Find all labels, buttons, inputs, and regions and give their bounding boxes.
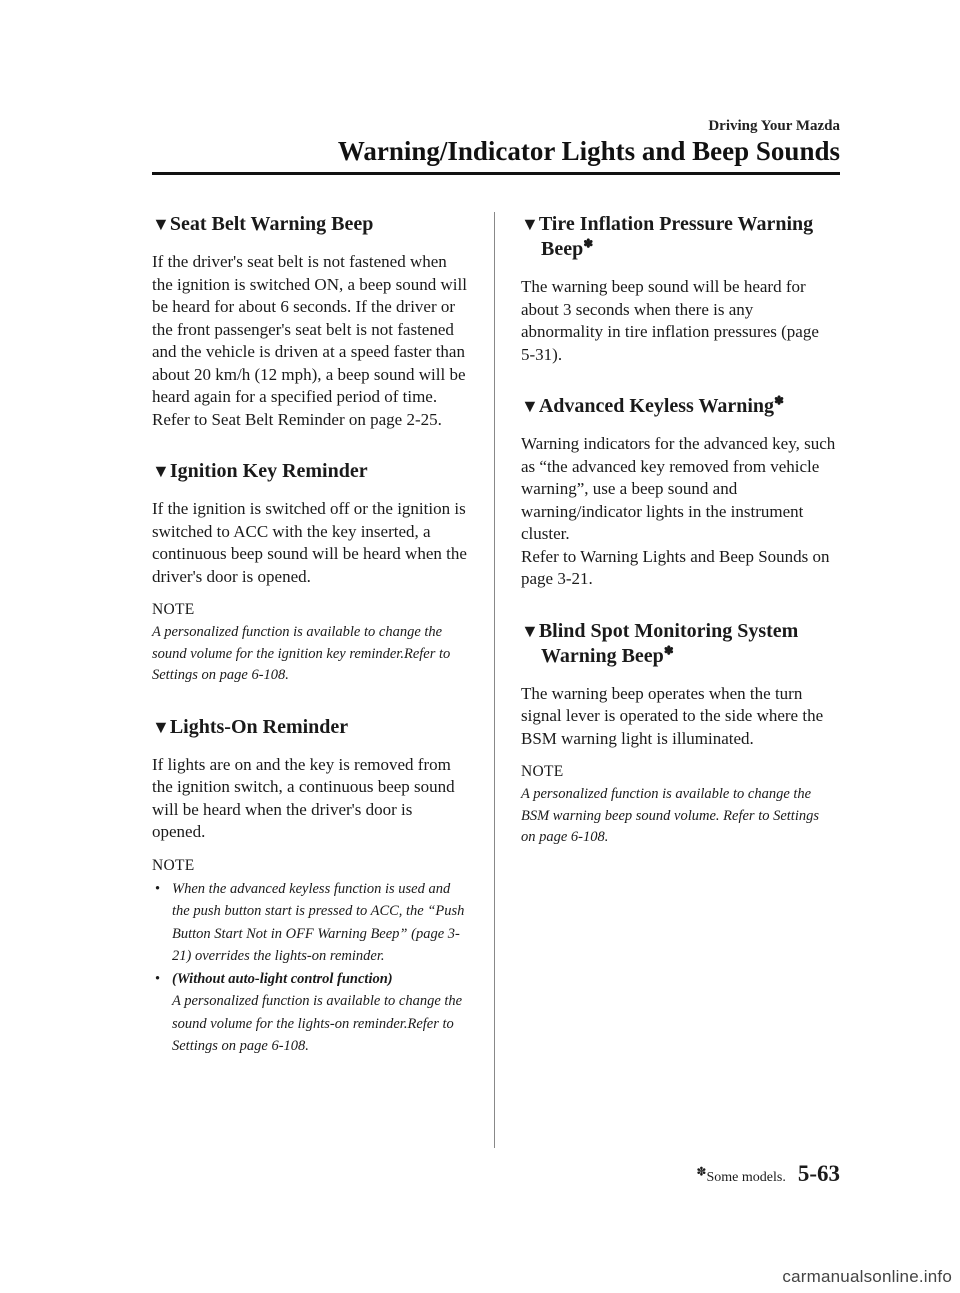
section-body: If lights are on and the key is removed from the ignition switch, a continuous beep sound will be heard when the driver's door is opened. xyxy=(152,754,455,841)
heading-text: Lights-On Reminder xyxy=(169,715,349,738)
section-heading xyxy=(521,619,836,669)
note-condition: (Without auto-light control function) xyxy=(172,970,393,987)
footnote xyxy=(696,1164,786,1186)
section-heading xyxy=(521,212,836,262)
triangle-down-icon: ▼ xyxy=(521,214,539,234)
note-text: A personalized function is available to change the sound volume for the lights-on reminder.Refer to Settings on page 6-108. xyxy=(172,993,463,1054)
section-body: The warning beep sound will be heard for about 3 seconds when there is any abnormality in tire inflation pressures (page 5-31). xyxy=(521,277,819,364)
heading-text: Advanced Keyless Warning xyxy=(538,395,775,417)
section-body: Warning indicators for the advanced key, such as “the advanced key removed from vehicle warning”, use a beep sound and warning/indicator lights in the instrument cluster. xyxy=(521,434,836,543)
note-list-item: • When the advanced keyless function is used and the push button start is pressed to ACC, the “Push Button Start Not in OFF Warning Beep” (page 3-21) overrides the lights-on reminder. xyxy=(172,878,467,968)
triangle-down-icon: ▼ xyxy=(152,716,170,737)
watermark: carmanualsonline.info xyxy=(782,1267,952,1286)
triangle-down-icon: ▼ xyxy=(521,620,539,641)
section-heading xyxy=(521,394,836,419)
section-tire-inflation-pressure-warning-beep xyxy=(521,212,836,366)
section-ignition-key-reminder xyxy=(152,459,467,687)
section-blind-spot-monitoring-warning-beep xyxy=(521,619,836,849)
note-label: NOTE xyxy=(152,601,195,618)
section-body: The warning beep operates when the turn signal lever is operated to the side where the BSM warning light is illuminated. xyxy=(521,683,824,748)
heading-text: Ignition Key Reminder xyxy=(169,460,368,482)
some-models-star-icon: ✽ xyxy=(583,236,594,251)
page-footer xyxy=(696,1161,840,1187)
triangle-down-icon: ▼ xyxy=(521,396,539,416)
section-heading xyxy=(152,459,467,484)
note-list xyxy=(152,878,467,1058)
section-body: If the driver's seat belt is not fastened when the ignition is switched ON, a beep sound will be heard for about 6 seconds. If the driver or the front passenger's seat belt is not fastened and the vehicle is driven at a speed faster than about 20 km/h (12 mph), a beep sound will be heard again for a specified period of time. Refer to Seat Belt Reminder on page 2-25. xyxy=(152,252,467,429)
chapter-label: Driving Your Mazda xyxy=(708,118,840,134)
some-models-star-icon: ✽ xyxy=(663,642,674,657)
note-text: A personalized function is available to change the BSM warning beep sound volume. Refer to Settings on page 6-108. xyxy=(521,786,820,845)
section-lights-on-reminder xyxy=(152,715,467,1058)
note-list-item xyxy=(172,968,467,1058)
some-models-star-icon: ✽ xyxy=(774,393,785,408)
triangle-down-icon: ▼ xyxy=(152,461,170,481)
some-models-star-icon: ✽ xyxy=(696,1164,707,1179)
section-body-reference: Refer to Warning Lights and Beep Sounds on page 3-21. xyxy=(521,546,830,588)
page-number: 5-63 xyxy=(797,1161,840,1186)
left-column xyxy=(152,212,467,1086)
footnote-text: Some models. xyxy=(706,1170,786,1185)
section-advanced-keyless-warning xyxy=(521,394,836,591)
section-seat-belt-warning-beep xyxy=(152,212,467,431)
note-text: A personalized function is available to change the sound volume for the ignition key reminder.Refer to Settings on page 6-108. xyxy=(152,624,451,683)
section-body: If the ignition is switched off or the ignition is switched to ACC with the key inserted, a continuous beep sound will be heard when the driver's door is opened. xyxy=(152,499,467,586)
header-rule xyxy=(152,172,840,175)
section-heading xyxy=(152,212,467,237)
section-heading xyxy=(152,715,467,740)
heading-text: Seat Belt Warning Beep xyxy=(169,213,374,235)
page-title: Warning/Indicator Lights and Beep Sounds xyxy=(337,136,840,166)
column-divider xyxy=(494,212,495,1148)
heading-text: Blind Spot Monitoring System Warning Beep xyxy=(538,619,799,667)
heading-text: Tire Inflation Pressure Warning Beep xyxy=(538,213,814,260)
note-label: NOTE xyxy=(152,856,195,874)
right-column xyxy=(521,212,836,877)
note-label: NOTE xyxy=(521,763,564,780)
triangle-down-icon: ▼ xyxy=(152,214,170,234)
